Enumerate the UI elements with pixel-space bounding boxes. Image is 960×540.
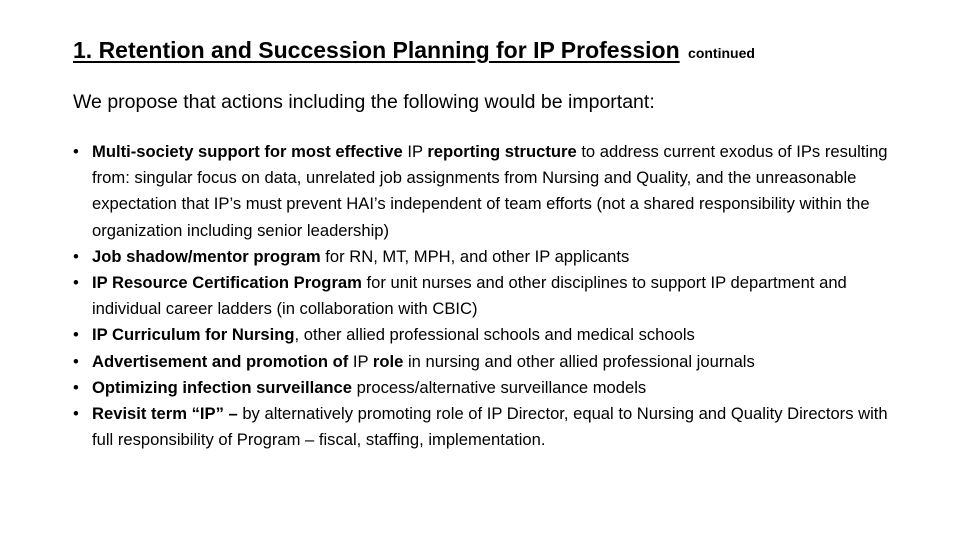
bullet-text: process/alternative surveillance models: [352, 377, 647, 397]
bullet-bold: Job shadow/mentor program: [92, 246, 321, 266]
bullet-bold: Multi-society support for most effective: [92, 142, 408, 161]
bullet-normal: IP: [352, 351, 373, 371]
bullet-bold: Revisit term “IP” –: [92, 404, 238, 424]
bullet-item: [73, 375, 903, 401]
title-main: 1. Retention and Succession Planning for IP Profession: [73, 37, 680, 63]
bullet-icon: •: [73, 325, 79, 345]
bullet-icon: •: [73, 351, 79, 371]
bullet-item: [73, 401, 903, 453]
bullet-normal: IP: [407, 142, 428, 161]
bullet-bold-2: reporting structure: [427, 142, 577, 161]
slide-title: [73, 34, 943, 69]
bullet-text: for RN, MT, MPH, and other IP applicants: [320, 246, 630, 266]
bullet-icon: •: [73, 142, 79, 161]
bullet-bold: Advertisement and promotion of: [92, 351, 353, 371]
bullet-bold-2: role: [372, 351, 404, 371]
bullet-item: [73, 139, 903, 244]
intro-text: We propose that actions including the following would be important:: [73, 91, 655, 113]
bullet-text: for unit nurses and other disciplines to support IP department and individual career ladders (in collaboration with CBIC): [92, 273, 847, 319]
bullet-icon: •: [73, 273, 79, 293]
bullet-text: by alternatively promoting role of IP Director, equal to Nursing and Quality Directors with full responsibility of Program – fiscal, staffing, implementation.: [92, 404, 888, 450]
bullet-icon: •: [73, 377, 79, 397]
bullet-item: [73, 322, 903, 348]
bullet-icon: •: [73, 246, 79, 266]
bullet-text: , other allied professional schools and medical schools: [294, 325, 695, 345]
bullet-bold: IP Resource Certification Program: [92, 273, 362, 293]
bullet-list: [73, 139, 903, 453]
title-suffix: continued: [688, 45, 755, 61]
bullet-item: [73, 270, 903, 322]
bullet-item: [73, 349, 903, 375]
bullet-text: in nursing and other allied professional journals: [403, 351, 755, 371]
bullet-bold: IP Curriculum for Nursing: [92, 325, 295, 345]
bullet-text: to address current exodus of IPs resulting from: singular focus on data, unrelated job assignments from Nursing and Quality, and the unreasonable expectation that IP’s must prevent HAI’s independent of team efforts (not a shared responsibility within the organization including senior leadership): [92, 142, 888, 240]
bullet-bold: Optimizing infection surveillance: [92, 377, 353, 397]
bullet-item: [73, 244, 903, 270]
bullet-icon: •: [73, 404, 79, 424]
